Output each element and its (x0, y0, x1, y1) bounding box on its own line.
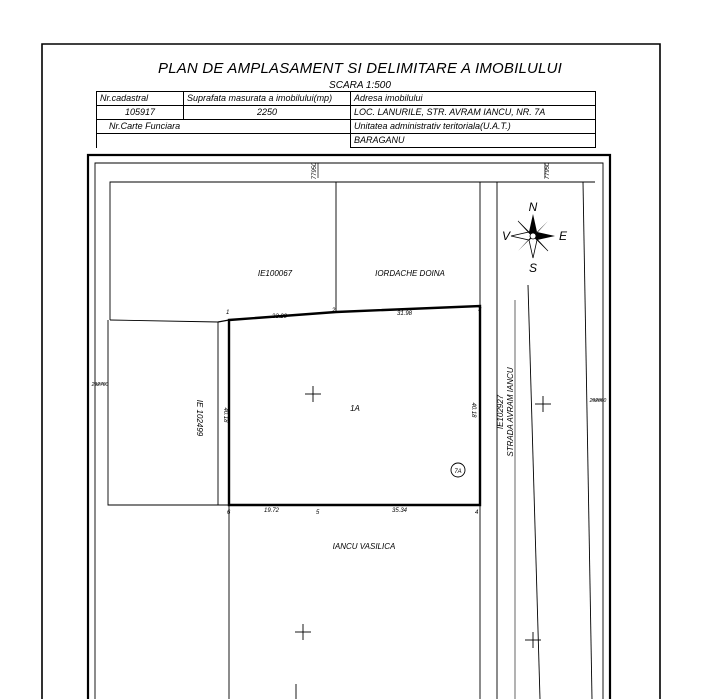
coord-top-1: 77950 (312, 162, 318, 180)
header-surface: Suprafata masurata a imobilului(mp) (184, 92, 351, 106)
parcel-label-left: IE 102499 (195, 399, 204, 437)
property-info-table (96, 91, 596, 148)
parcel-label-top-left: IE100067 (257, 269, 293, 278)
distance-5-6: 19.72 (264, 508, 280, 514)
distance-1-2: 23.20 (272, 314, 288, 320)
compass-rose-icon (511, 214, 555, 258)
document-title: PLAN DE AMPLASAMENT SI DELIMITARE A IMOBILULUI (157, 60, 562, 77)
point-5: 5 (316, 510, 320, 516)
distance-2-3: 31.98 (397, 311, 413, 317)
compass-south: S (528, 261, 538, 275)
header-cadastral: Nr.cadastral (97, 92, 184, 106)
point-4: 4 (475, 510, 479, 516)
street-edge-right (528, 285, 540, 699)
distance-4-5: 35.34 (392, 508, 408, 514)
street-name: STRADA AVRAM IANCU (506, 367, 515, 457)
point-1: 1 (226, 310, 230, 316)
uat-value: BARAGANU (351, 134, 596, 148)
address-value: LOC. LANURILE, STR. AVRAM IANCU, NR. 7A (351, 106, 596, 120)
compass-north: N (528, 200, 538, 214)
point-3: 3 (478, 307, 482, 313)
parcel-label-bottom: IANCU VASILICA (332, 542, 396, 551)
parcel-label-main: 1A (350, 404, 360, 413)
distance-6-1: 40.18 (222, 407, 228, 423)
street-id: IE102927 (496, 394, 505, 430)
coord-left: 292700 (91, 382, 109, 388)
house-number: 7A (454, 469, 462, 475)
scale-label: SCARA 1:500 (329, 80, 391, 91)
header-carte-funciara: Nr.Carte Funciara (97, 120, 351, 134)
point-2: 2 (332, 308, 336, 314)
distance-3-4: 40.18 (470, 402, 476, 418)
surface-value: 2250 (184, 106, 351, 120)
compass-east: E (559, 229, 568, 243)
parcel-label-top-right: IORDACHE DOINA (375, 269, 445, 278)
point-6: 6 (227, 510, 231, 516)
map-inner-frame (95, 163, 603, 699)
cadastral-number: 105917 (97, 106, 184, 120)
header-address: Adresa imobilului (351, 92, 596, 106)
header-uat: Unitatea administrativ teritoriala(U.A.T.) (351, 120, 596, 134)
coord-top-2: 77950 (545, 162, 551, 180)
coord-right: 292800 (589, 398, 607, 404)
compass-west: V (502, 229, 511, 243)
parcel-top-boundary (110, 182, 595, 320)
